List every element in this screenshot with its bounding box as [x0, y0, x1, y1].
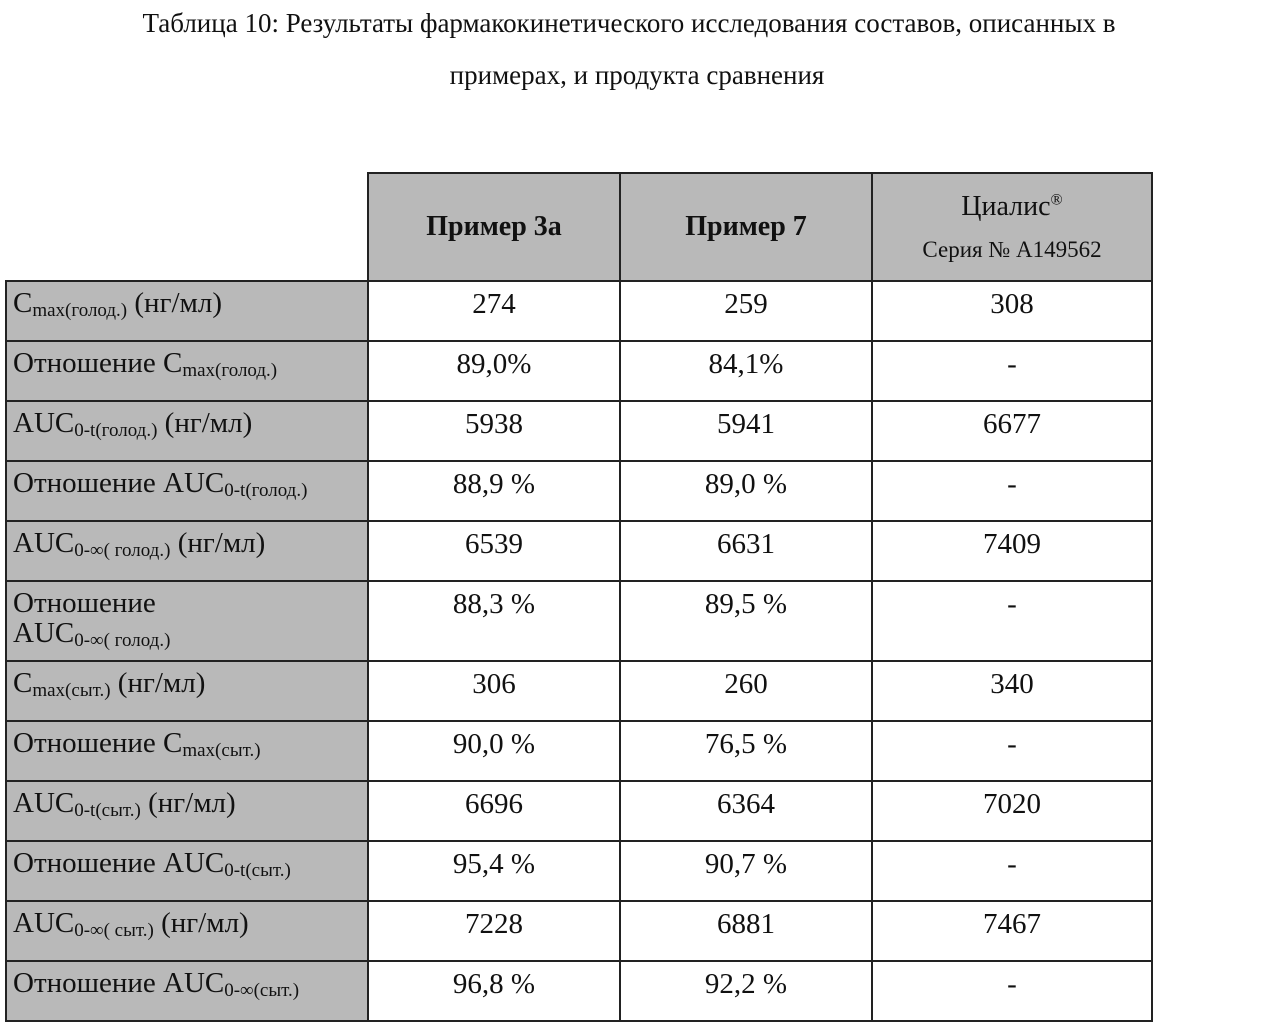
- value-cell: -: [872, 461, 1152, 521]
- value-cell: 89,0%: [368, 341, 620, 401]
- label-main: Отношение: [13, 587, 156, 619]
- row-label: [6, 961, 368, 1021]
- value-cell: 308: [872, 281, 1152, 341]
- value-cell: 6696: [368, 781, 620, 841]
- value-cell: 6631: [620, 521, 872, 581]
- table-row: [6, 341, 1152, 401]
- row-label: [6, 401, 368, 461]
- value-cell: 96,8 %: [368, 961, 620, 1021]
- value-cell: -: [872, 341, 1152, 401]
- value-cell: 7228: [368, 901, 620, 961]
- cialis-name: Циалис: [961, 191, 1050, 222]
- row-label: [6, 781, 368, 841]
- value-cell: 6364: [620, 781, 872, 841]
- value-cell: 89,0 %: [620, 461, 872, 521]
- label-main: C: [13, 667, 32, 699]
- label-unit: (нг/мл): [170, 527, 265, 559]
- label-main: AUC: [13, 527, 74, 559]
- value-cell: 6539: [368, 521, 620, 581]
- value-cell: 89,5 %: [620, 581, 872, 661]
- label-main: Отношение AUC: [13, 467, 224, 499]
- header-example-3a: Пример 3а: [368, 173, 620, 281]
- row-label: [6, 901, 368, 961]
- value-cell: 6881: [620, 901, 872, 961]
- label-subscript: 0-t(сыт.): [74, 800, 141, 821]
- value-cell: -: [872, 961, 1152, 1021]
- value-cell: -: [872, 841, 1152, 901]
- registered-mark: ®: [1051, 192, 1063, 209]
- row-label: [6, 661, 368, 721]
- label-main: Отношение AUC: [13, 967, 224, 999]
- value-cell: 88,9 %: [368, 461, 620, 521]
- label-main: AUC: [13, 787, 74, 819]
- row-label: [6, 841, 368, 901]
- label-unit: (нг/мл): [157, 407, 252, 439]
- value-cell: 95,4 %: [368, 841, 620, 901]
- value-cell: 76,5 %: [620, 721, 872, 781]
- label-main: AUC: [13, 907, 74, 939]
- label-main: Отношение C: [13, 347, 182, 379]
- value-cell: 340: [872, 661, 1152, 721]
- table-row: [6, 901, 1152, 961]
- cialis-series: Серия № А149562: [874, 237, 1150, 263]
- row-label: [6, 721, 368, 781]
- label-subscript: max(голод.): [32, 300, 127, 321]
- value-cell: -: [872, 581, 1152, 661]
- label-main: Отношение AUC: [13, 847, 224, 879]
- value-cell: -: [872, 721, 1152, 781]
- label-subscript: 0-∞( голод.): [74, 540, 170, 561]
- value-cell: 7020: [872, 781, 1152, 841]
- pk-results-table: [5, 172, 1153, 1022]
- label-main: Отношение C: [13, 727, 182, 759]
- label-subscript: 0-t(голод.): [224, 480, 307, 501]
- value-cell: 7409: [872, 521, 1152, 581]
- label-subscript: 0-t(сыт.): [224, 860, 291, 881]
- label-subscript: 0-∞(сыт.): [224, 980, 299, 1001]
- table-row: [6, 781, 1152, 841]
- value-cell: 6677: [872, 401, 1152, 461]
- value-cell: 259: [620, 281, 872, 341]
- label-subscript: max(голод.): [182, 360, 277, 381]
- table-row: [6, 521, 1152, 581]
- table-row: [6, 721, 1152, 781]
- label-unit: (нг/мл): [141, 787, 236, 819]
- label-subscript: max(сыт.): [32, 680, 110, 701]
- label-unit: (нг/мл): [154, 907, 249, 939]
- label-unit: (нг/мл): [111, 667, 206, 699]
- label-subscript: max(сыт.): [182, 740, 260, 761]
- header-cialis: [872, 173, 1152, 281]
- row-label: [6, 581, 368, 661]
- row-label: [6, 461, 368, 521]
- value-cell: 84,1%: [620, 341, 872, 401]
- row-label: [6, 341, 368, 401]
- table-row: [6, 961, 1152, 1021]
- value-cell: 306: [368, 661, 620, 721]
- value-cell: 274: [368, 281, 620, 341]
- table-caption-line2: примерах, и продукта сравнения: [0, 60, 1274, 91]
- value-cell: 88,3 %: [368, 581, 620, 661]
- label-main-cont: AUC: [13, 617, 74, 649]
- table-row: [6, 461, 1152, 521]
- table-row: [6, 661, 1152, 721]
- header-example-7: Пример 7: [620, 173, 872, 281]
- value-cell: 5938: [368, 401, 620, 461]
- value-cell: 90,7 %: [620, 841, 872, 901]
- row-label: [6, 521, 368, 581]
- label-subscript: 0-t(голод.): [74, 420, 157, 441]
- value-cell: 260: [620, 661, 872, 721]
- label-main: C: [13, 287, 32, 319]
- table-row: [6, 841, 1152, 901]
- empty-corner: [6, 173, 368, 281]
- label-subscript: 0-∞( голод.): [74, 630, 170, 651]
- label-main: AUC: [13, 407, 74, 439]
- table-row: [6, 401, 1152, 461]
- table-caption: Таблица 10: Результаты фармакокинетического исследования составов, описанных в: [0, 8, 1266, 39]
- row-label: [6, 281, 368, 341]
- table-row: [6, 581, 1152, 661]
- value-cell: 5941: [620, 401, 872, 461]
- value-cell: 7467: [872, 901, 1152, 961]
- table-row: [6, 281, 1152, 341]
- label-subscript: 0-∞( сыт.): [74, 920, 154, 941]
- label-unit: (нг/мл): [127, 287, 222, 319]
- value-cell: 92,2 %: [620, 961, 872, 1021]
- value-cell: 90,0 %: [368, 721, 620, 781]
